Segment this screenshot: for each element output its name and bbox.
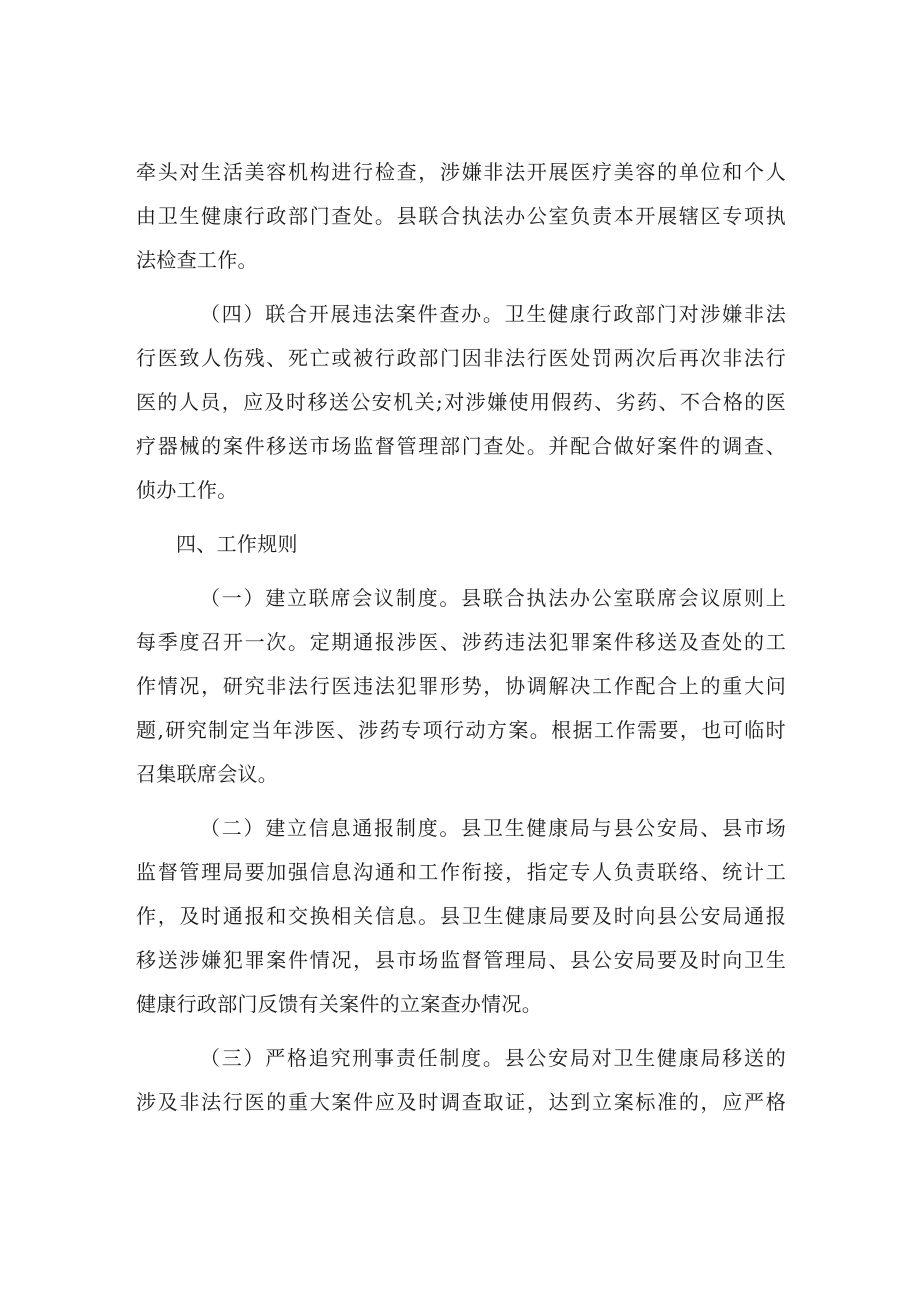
text-line: （一）建立联席会议制度。县联合执法办公室联席会议原则上 — [200, 586, 786, 610]
text-line: 健康行政部门反馈有关案件的立案查办情况。 — [136, 992, 542, 1016]
section-heading — [136, 522, 786, 566]
text-line: 召集联席会议。 — [136, 762, 279, 786]
section-heading-text: 四、工作规则 — [176, 532, 298, 556]
text-line: 疗器械的案件移送市场监督管理部门查处。并配合做好案件的调查、 — [136, 434, 786, 458]
text-line: 牵头对生活美容机构进行检查，涉嫌非法开展医疗美容的单位和个人 — [136, 160, 786, 184]
text-line: （四）联合开展违法案件查办。卫生健康行政部门对涉嫌非法 — [200, 302, 786, 326]
text-line: 监督管理局要加强信息沟通和工作衔接，指定专人负责联络、统计工 — [136, 860, 786, 884]
text-line: 移送涉嫌犯罪案件情况，县市场监督管理局、县公安局要及时向卫生 — [136, 948, 786, 972]
text-line: （三）严格追究刑事责任制度。县公安局对卫生健康局移送的 — [200, 1046, 786, 1070]
paragraph — [136, 150, 786, 282]
text-line: 法检查工作。 — [136, 248, 258, 272]
text-line: 作，及时通报和交换相关信息。县卫生健康局要及时向县公安局通报 — [136, 904, 786, 928]
text-line: 侦办工作。 — [136, 478, 238, 502]
text-line: 医的人员，应及时移送公安机关;对涉嫌使用假药、劣药、不合格的医 — [136, 390, 786, 414]
document-body — [136, 150, 786, 1124]
text-line: 行医致人伤残、死亡或被行政部门因非法行医处罚两次后再次非法行 — [136, 346, 786, 370]
text-line: 题,研究制定当年涉医、涉药专项行动方案。根据工作需要，也可临时 — [136, 718, 786, 742]
paragraph — [136, 292, 786, 512]
text-line: 作情况，研究非法行医违法犯罪形势，协调解决工作配合上的重大问 — [136, 674, 786, 698]
paragraph — [136, 576, 786, 796]
paragraph — [136, 806, 786, 1026]
text-line: 涉及非法行医的重大案件应及时调查取证，达到立案标准的，应严格 — [136, 1090, 786, 1114]
text-line: （二）建立信息通报制度。县卫生健康局与县公安局、县市场 — [200, 816, 786, 840]
text-line: 每季度召开一次。定期通报涉医、涉药违法犯罪案件移送及查处的工 — [136, 630, 786, 654]
text-line: 由卫生健康行政部门查处。县联合执法办公室负责本开展辖区专项执 — [136, 204, 786, 228]
paragraph — [136, 1036, 786, 1124]
